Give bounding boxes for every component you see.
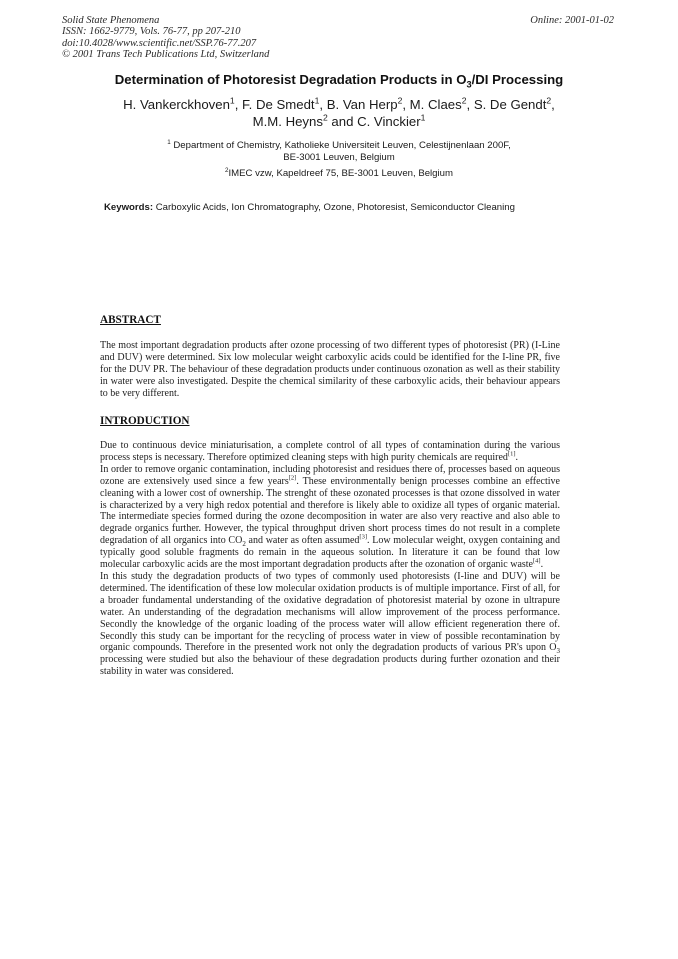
formula-subscript: 2 xyxy=(242,540,246,549)
author-affiliation-mark: 2 xyxy=(461,95,467,106)
abstract-paragraph: The most important degradation products after ozone processing of two different types of photoresist (PR) (I-Line and DUV) were determined. Six low molecular weight carboxylic acids could be identified for the I-line PR, five for the DUV PR. The behaviour of these degradation products under continuous ozonation as well as their stability in water were also investigated. Despite the chemical similarity of these carboxylic acids, their behaviour appears to be very different. xyxy=(100,340,560,399)
author-affiliation-mark: 1 xyxy=(420,112,426,123)
paragraph-text: In order to remove organic contamination, including photoresist and residues there of, processes based on aqueous ozone are extensively used since a few years xyxy=(100,463,560,487)
author-name: M. Claes xyxy=(409,97,462,112)
keywords xyxy=(104,202,574,213)
journal-copyright: © 2001 Trans Tech Publications Ltd, Switzerland xyxy=(62,49,270,61)
affiliation-line: IMEC vzw, Kapeldreef 75, BE-3001 Leuven, Belgium xyxy=(228,168,453,179)
title-text-1: Determination of Photoresist Degradation Products in O xyxy=(114,72,467,87)
paragraph-text: . xyxy=(515,451,519,463)
author-name: C. Vinckier xyxy=(357,114,421,129)
author-affiliation-mark: 2 xyxy=(546,95,552,106)
author-list xyxy=(70,96,608,130)
affiliation-mark: 1 xyxy=(167,138,171,146)
author-name: M.M. Heyns xyxy=(252,114,323,129)
author-name: S. De Gendt xyxy=(473,97,547,112)
author-separator: , xyxy=(319,97,327,112)
affiliation-2 xyxy=(90,168,588,180)
introduction-heading: INTRODUCTION xyxy=(100,415,190,427)
author-name: F. De Smedt xyxy=(242,97,315,112)
journal-header xyxy=(62,15,442,61)
author-separator: , xyxy=(234,97,243,112)
author-separator: , xyxy=(466,97,474,112)
author-affiliation-mark: 1 xyxy=(229,95,235,106)
citation-ref: [1] xyxy=(507,450,516,458)
citation-ref: [3] xyxy=(359,533,368,541)
author-separator: and xyxy=(327,114,358,129)
affiliation-1 xyxy=(90,140,588,165)
introduction-paragraph-3 xyxy=(100,571,560,678)
introduction-paragraph-1 xyxy=(100,440,560,464)
paragraph-text: Due to continuous device miniaturisation, a complete control of all types of contamination during the various process steps is necessary. Therefore optimized cleaning steps with high purity chemicals are required xyxy=(100,440,560,463)
author-name: H. Vankerckhoven xyxy=(123,97,230,112)
introduction-body xyxy=(100,440,560,678)
affiliation-line: Department of Chemistry, Katholieke Universiteit Leuven, Celestijnenlaan 200F, xyxy=(173,140,511,151)
citation-ref: [2] xyxy=(288,474,297,482)
paragraph-text: . Low molecular weight, oxygen containing and typically good soluble fragments do remain in the aqueous solution. In literature it can be found that low molecular carboxylic acids are the most important degradation products after the ozonation of organic waste xyxy=(100,535,560,571)
author-separator: , xyxy=(551,97,555,112)
paragraph-text: In this study the degradation products of two types of commonly used photoresists (I-line and DUV) will be determined. The identification of these low molecular oxidation products is of multiple importance. First of all, for a broader fundamental understanding of the oxidative degradation of photoresist material by ozone in ultrapure water. An understanding of the degradation mechanisms will allow improvement of the process performance. Secondly the knowledge of the organic loading of the process water will allow efficient regeneration there of. Secondly this study can be important for the recycling of process water in view of possible recontamination by organic compounds. Therefore in the presented work not only the degradation products of various PR's upon O xyxy=(100,570,560,654)
affiliation-line: BE-3001 Leuven, Belgium xyxy=(283,152,395,164)
paper-title xyxy=(0,72,678,90)
keywords-label: Keywords: xyxy=(104,202,154,213)
paragraph-text: . These environmentally benign processes combine an effective cleaning with a lower cost of ownership. The strenght of these ozonated processes is that ozone dissolved in water is characterized by a very high redox potential and therefore is likely able to oxidize all types of organic material. The intermediate species formed during the ozone decomposition in water are also very reactive and also able to degrade organics further. However, the typical throughput driven short process times do not result in a complete degradation of all organics into CO xyxy=(100,475,560,547)
abstract-body xyxy=(100,340,560,400)
title-subscript: 3 xyxy=(466,79,472,90)
paragraph-text: and water as often assumed xyxy=(245,535,360,547)
author-affiliation-mark: 2 xyxy=(322,112,328,123)
author-affiliation-mark: 2 xyxy=(397,95,403,106)
online-date: Online: 2001-01-02 xyxy=(530,15,614,26)
author-name: B. Van Herp xyxy=(326,97,398,112)
formula-subscript: 3 xyxy=(556,647,560,656)
citation-ref: [4] xyxy=(533,557,541,565)
author-affiliation-mark: 1 xyxy=(314,95,320,106)
paragraph-text: processing were studied but also the behaviour of these degradation products during further ozonation and their stability in water was considered. xyxy=(100,654,560,678)
affiliation-mark: 2 xyxy=(225,166,229,174)
journal-name: Solid State Phenomena xyxy=(62,15,160,26)
journal-doi: doi:10.4028/www.scientific.net/SSP.76-77.207 xyxy=(62,37,257,49)
author-separator: , xyxy=(402,97,410,112)
journal-issn: ISSN: 1662-9779, Vols. 76-77, pp 207-210 xyxy=(62,26,241,38)
title-text-2: /DI Processing xyxy=(471,72,564,87)
introduction-paragraph-2 xyxy=(100,464,560,571)
paragraph-text: . xyxy=(540,559,544,571)
abstract-heading: ABSTRACT xyxy=(100,314,161,326)
keywords-text: Carboxylic Acids, Ion Chromatography, Ozone, Photoresist, Semiconductor Cleaning xyxy=(155,202,515,213)
